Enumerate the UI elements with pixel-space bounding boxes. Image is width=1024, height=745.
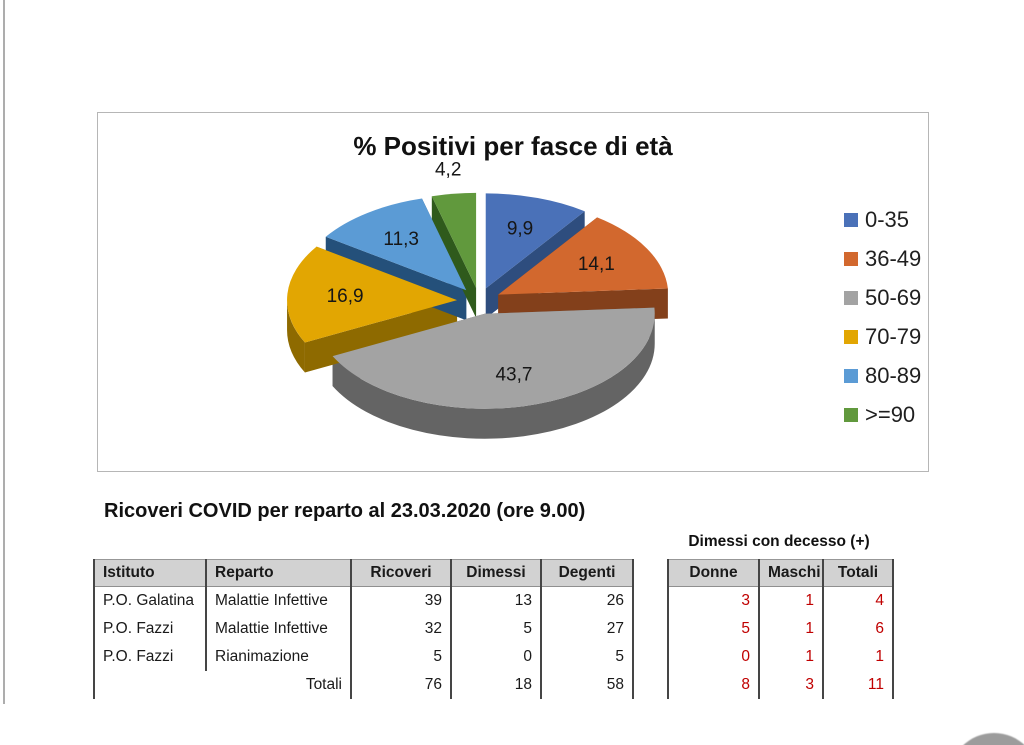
legend-item xyxy=(844,365,921,387)
cell-donne: 3 xyxy=(668,587,759,616)
column-header: Dimessi xyxy=(451,560,541,587)
floating-scroll-button[interactable] xyxy=(949,733,1024,745)
cell-degenti: 26 xyxy=(541,587,633,616)
svg-text:11,3: 11,3 xyxy=(383,229,420,251)
svg-text:14,1: 14,1 xyxy=(577,254,615,276)
pie-chart-3d xyxy=(98,113,928,471)
ricoveri-table xyxy=(93,559,634,699)
decessi-table xyxy=(667,559,894,699)
table-row xyxy=(94,587,633,616)
cell-degenti: 5 xyxy=(541,643,633,671)
table-header-row xyxy=(94,560,633,587)
column-header: Istituto xyxy=(94,560,206,587)
cell-degenti: 27 xyxy=(541,615,633,643)
cell-donne-total: 8 xyxy=(668,671,759,699)
cell-totali: 4 xyxy=(823,587,893,616)
table-row xyxy=(668,643,893,671)
column-header: Donne xyxy=(668,560,759,587)
legend-item xyxy=(844,209,921,231)
legend-swatch-icon xyxy=(844,330,858,344)
cell-reparto: Malattie Infettive xyxy=(206,587,351,616)
table-row xyxy=(668,587,893,616)
table-row xyxy=(668,615,893,643)
legend-swatch-icon xyxy=(844,291,858,305)
deaths-table-title: Dimessi con decesso (+) xyxy=(688,533,870,550)
legend-label: 36-49 xyxy=(865,246,922,271)
cell-dimessi: 13 xyxy=(451,587,541,616)
chart-title: % Positivi per fasce di età xyxy=(353,131,673,161)
svg-text:16,9: 16,9 xyxy=(326,285,364,307)
cell-totali-total: 11 xyxy=(823,671,893,699)
cell-ricoveri: 32 xyxy=(351,615,451,643)
legend-swatch-icon xyxy=(844,369,858,383)
table-header-row xyxy=(668,560,893,587)
cell-istituto: P.O. Fazzi xyxy=(94,643,206,671)
chart-legend xyxy=(844,209,921,426)
cell-dimessi-total: 18 xyxy=(451,671,541,699)
column-header: Reparto xyxy=(206,560,351,587)
legend-item xyxy=(844,404,921,426)
cell-donne: 5 xyxy=(668,615,759,643)
cell-ricoveri-total: 76 xyxy=(351,671,451,699)
cell-maschi: 1 xyxy=(759,643,823,671)
svg-text:9,9: 9,9 xyxy=(506,218,534,240)
cell-maschi-total: 3 xyxy=(759,671,823,699)
legend-item xyxy=(844,287,921,309)
cell-totali: 1 xyxy=(823,643,893,671)
legend-swatch-icon xyxy=(844,252,858,266)
cell-totali: 6 xyxy=(823,615,893,643)
cell-reparto: Rianimazione xyxy=(206,643,351,671)
table-row xyxy=(94,643,633,671)
column-header: Maschi xyxy=(759,560,823,587)
legend-label: 50-69 xyxy=(865,285,922,310)
cell-degenti-total: 58 xyxy=(541,671,633,699)
cell-maschi: 1 xyxy=(759,587,823,616)
legend-swatch-icon xyxy=(844,213,858,227)
legend-swatch-icon xyxy=(844,408,858,422)
cell-maschi: 1 xyxy=(759,615,823,643)
column-header: Ricoveri xyxy=(351,560,451,587)
page-left-border xyxy=(3,0,5,704)
section-title: Ricoveri COVID per reparto al 23.03.2020 (ore 9.00) xyxy=(104,500,586,522)
totals-label: Totali xyxy=(94,671,351,699)
legend-label: 0-35 xyxy=(865,207,910,232)
legend-item xyxy=(844,248,921,270)
cell-donne: 0 xyxy=(668,643,759,671)
legend-label: 80-89 xyxy=(865,363,922,388)
svg-text:43,7: 43,7 xyxy=(495,364,533,386)
cell-reparto: Malattie Infettive xyxy=(206,615,351,643)
legend-label: >=90 xyxy=(865,402,916,427)
svg-text:4,2: 4,2 xyxy=(434,159,462,181)
cell-ricoveri: 39 xyxy=(351,587,451,616)
cell-ricoveri: 5 xyxy=(351,643,451,671)
column-header: Totali xyxy=(823,560,893,587)
table-totals-row xyxy=(668,671,893,699)
cell-istituto: P.O. Galatina xyxy=(94,587,206,616)
cell-istituto: P.O. Fazzi xyxy=(94,615,206,643)
legend-label: 70-79 xyxy=(865,324,922,349)
legend-item xyxy=(844,326,921,348)
cell-dimessi: 0 xyxy=(451,643,541,671)
chart-panel xyxy=(97,112,929,472)
table-totals-row xyxy=(94,671,633,699)
column-header: Degenti xyxy=(541,560,633,587)
cell-dimessi: 5 xyxy=(451,615,541,643)
table-row xyxy=(94,615,633,643)
